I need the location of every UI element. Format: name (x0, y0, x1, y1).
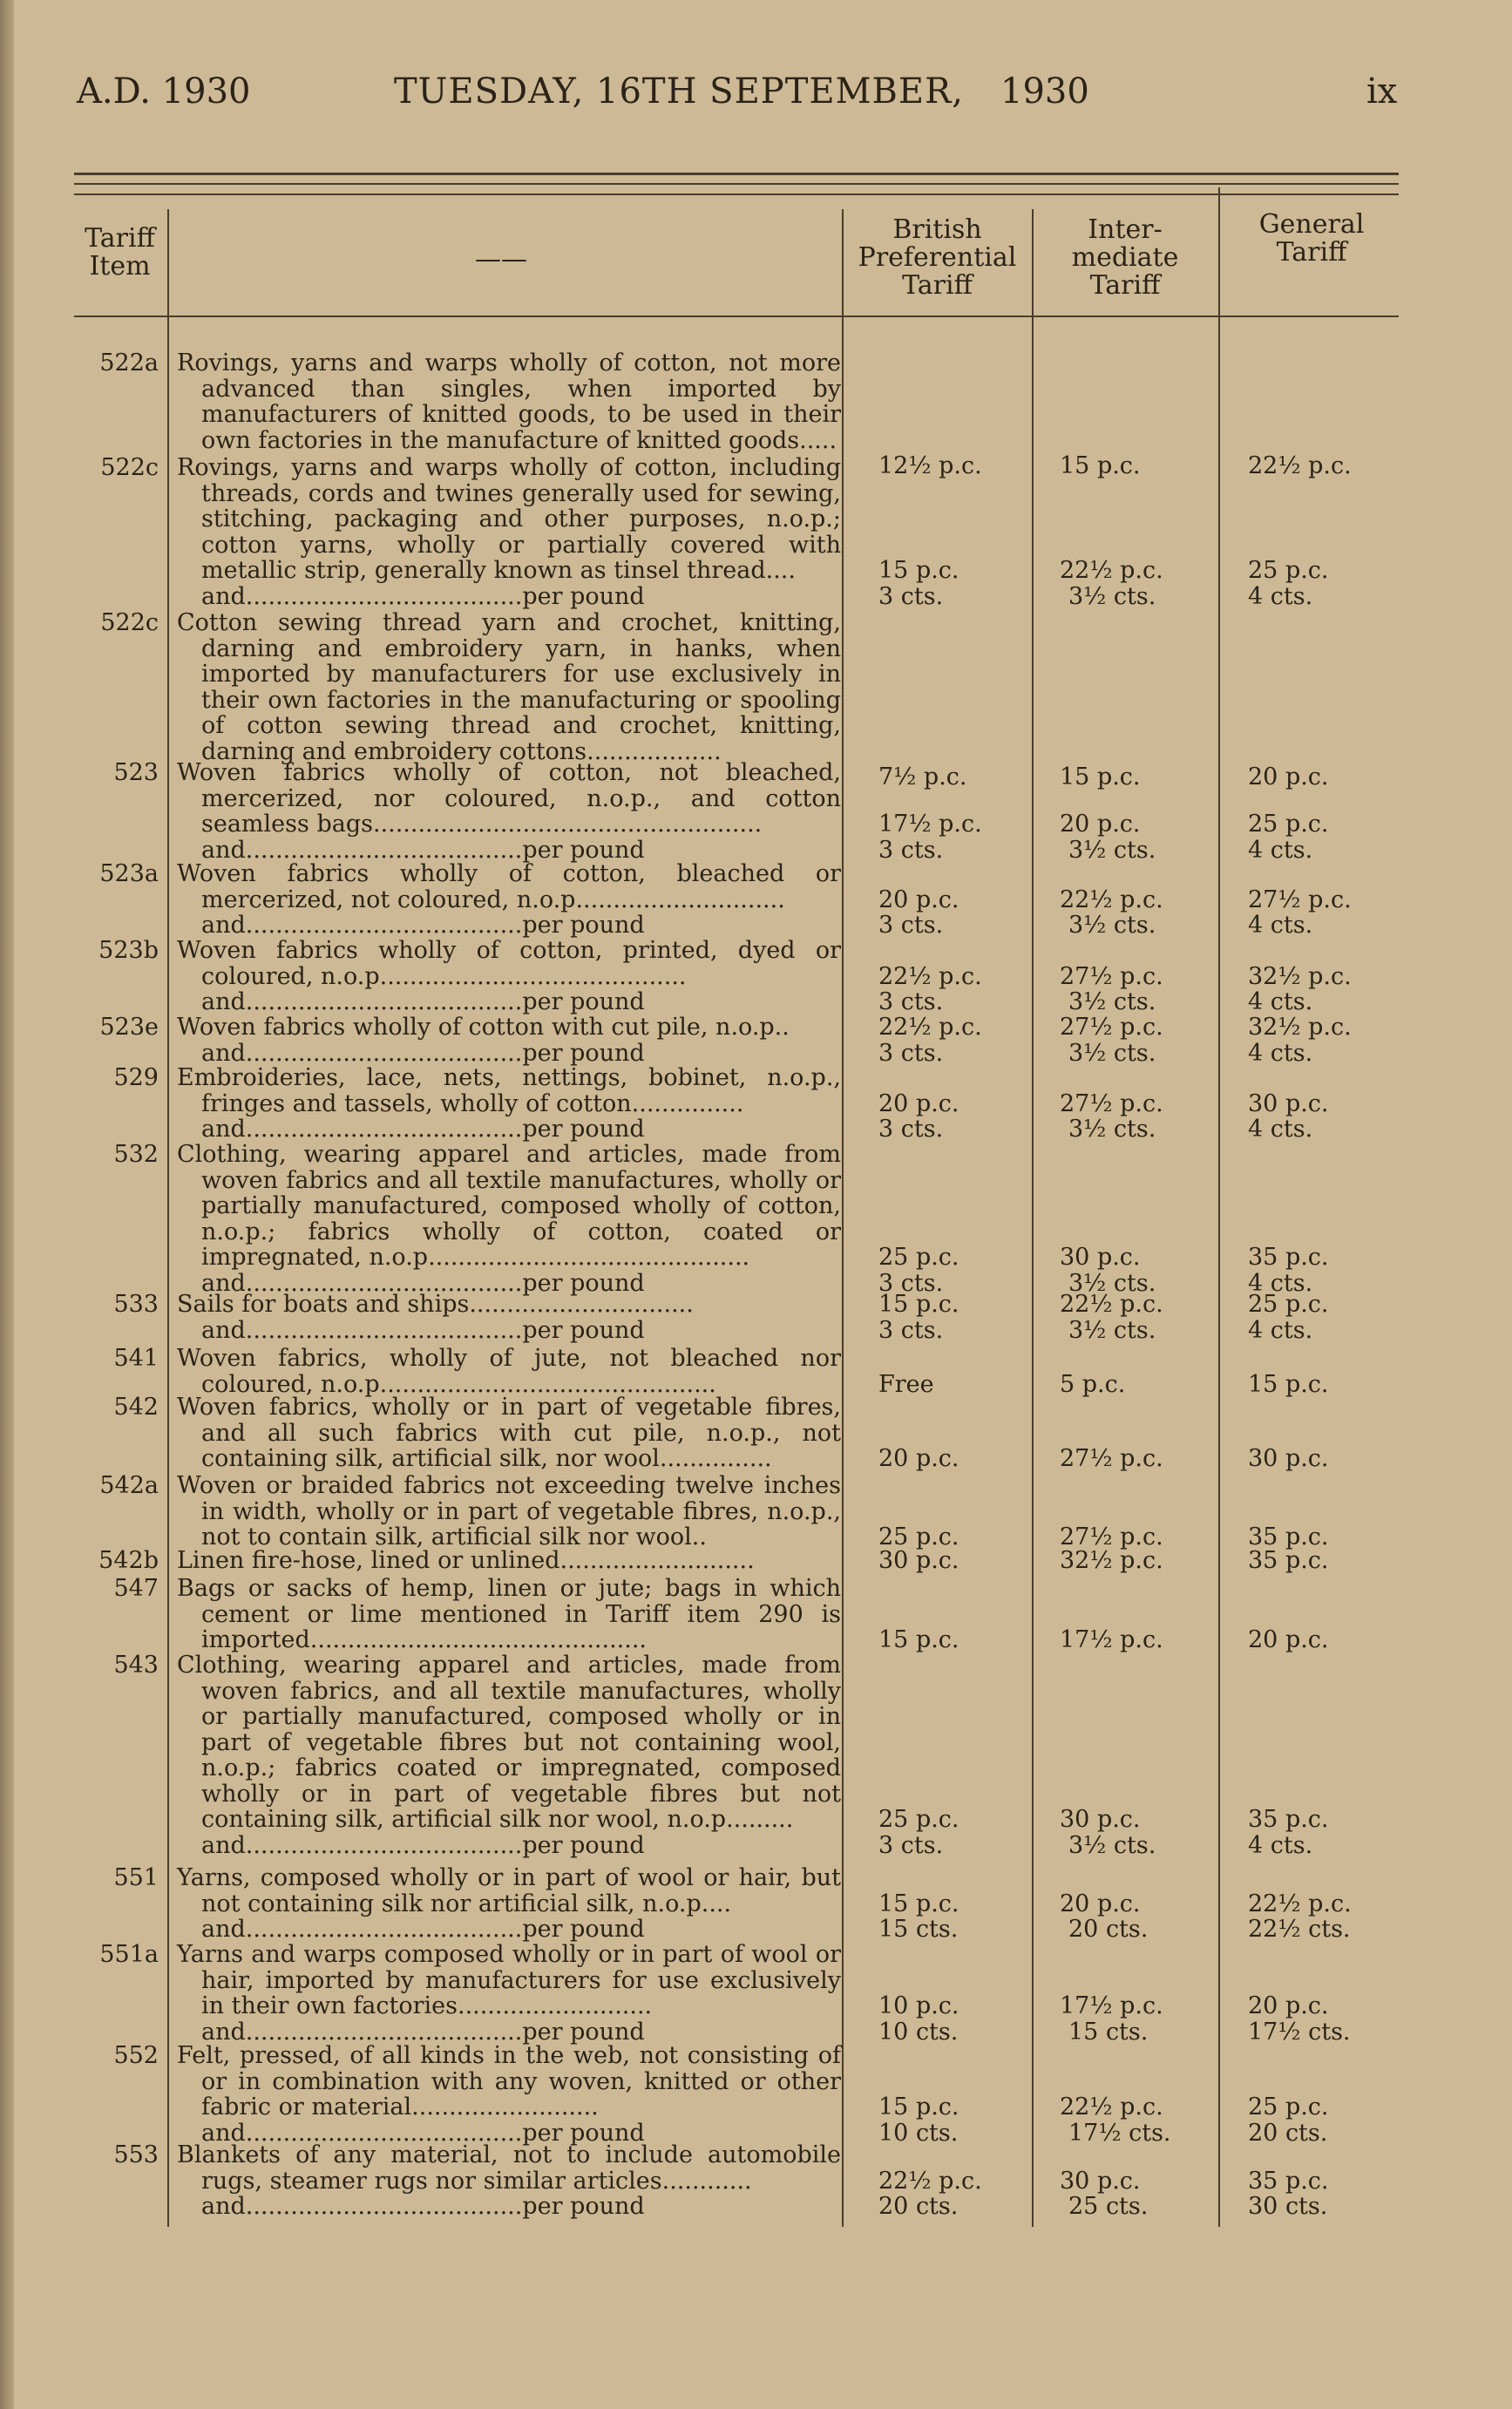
general-rate: 27½ p.c. (1248, 886, 1352, 913)
british-rate: 30 p.c. (878, 1547, 959, 1574)
tariff-item-description: Woven or braided fabrics not exceeding twelve inches in width, wholly or in part of vegetable fibres, n.o.p., not to contain silk, artificial silk nor wool.. (177, 1472, 841, 1551)
per-pound-line: and.....................................per pound (201, 2194, 645, 2220)
british-rate: 20 p.c. (878, 886, 959, 913)
general-rate-per-pound: 4 cts. (1248, 912, 1313, 939)
tariff-item-number: 522a (99, 349, 159, 377)
british-rate: 25 p.c. (878, 1244, 959, 1271)
tariff-item-description: Woven fabrics, wholly or in part of vegetable fibres, and all such fabrics with cut pile, n.o.p., not containing silk, artificial silk, nor wool............... (177, 1394, 841, 1472)
tariff-item-description: Yarns, composed wholly or in part of wool or hair, but not containing silk nor artificial silk, n.o.p.... and.....................................per pound (177, 1864, 841, 1943)
tariff-item-description: Linen fire-hose, lined or unlined.......................... (177, 1547, 755, 1574)
tariff-item-description: Blankets of any material, not to include automobile rugs, steamer rugs nor similar articles............ and.....................................per pound (177, 2141, 841, 2220)
british-rate: 25 p.c. (878, 1523, 959, 1551)
tariff-item-number: 543 (113, 1652, 159, 1679)
col-divider-1 (167, 209, 169, 2227)
general-rate-per-pound: 4 cts. (1248, 988, 1313, 1015)
general-rate-per-pound: 4 cts. (1248, 1269, 1313, 1297)
tariff-item-number: 551 (113, 1864, 159, 1891)
british-rate-per-pound: 3 cts. (878, 1039, 944, 1067)
intermediate-rate: 27½ p.c. (1060, 1014, 1163, 1041)
general-rate: 35 p.c. (1248, 1547, 1329, 1574)
intermediate-rate: 27½ p.c. (1060, 1523, 1163, 1551)
col-head-intermediate: Inter- mediate Tariff (1071, 214, 1179, 301)
intermediate-rate: 17½ p.c. (1060, 1626, 1163, 1653)
tariff-item-description: Felt, pressed, of all kinds in the web, not consisting of or in combination with any woven, knitted or other fabric or material......................... and.....................................per pound (177, 2042, 841, 2146)
intermediate-rate-per-pound: 3½ cts. (1068, 1831, 1156, 1859)
british-rate: 22½ p.c. (878, 1014, 982, 1041)
intermediate-rate: 22½ p.c. (1060, 1291, 1163, 1318)
intermediate-rate: 5 p.c. (1060, 1370, 1126, 1398)
per-pound-line: and.....................................per pound (201, 1040, 645, 1066)
general-rate: 25 p.c. (1248, 811, 1329, 838)
british-rate: 10 p.c. (878, 1992, 959, 2019)
british-rate-per-pound: 3 cts. (878, 1116, 944, 1143)
tariff-item-description: Woven fabrics wholly of cotton, not bleached, mercerized, nor coloured, n.o.p., and cotton seamless bags.................................................... and.....................................per pound (177, 759, 841, 863)
tariff-item-description: Rovings, yarns and warps wholly of cotton, not more advanced than singles, when imported by manufacturers of knitted goods, to be used in their own factories in the manufacture of knitted goods..... (177, 349, 841, 454)
tariff-item-number: 552 (113, 2042, 159, 2069)
top-rule-2 (74, 183, 1399, 185)
tariff-item-description: Woven fabrics wholly of cotton with cut pile, n.o.p.. and.....................................per pound (177, 1014, 841, 1066)
british-rate: 20 p.c. (878, 1445, 959, 1472)
general-rate: 25 p.c. (1248, 1291, 1329, 1318)
british-rate-per-pound: 10 cts. (878, 2018, 959, 2046)
per-pound-line: and.....................................per pound (201, 2019, 645, 2045)
general-rate: 20 p.c. (1248, 763, 1329, 791)
intermediate-rate-per-pound: 15 cts. (1068, 2018, 1149, 2046)
british-rate-per-pound: 3 cts. (878, 1316, 944, 1344)
tariff-item-number: 551a (99, 1941, 159, 1968)
british-rate: 20 p.c. (878, 1089, 959, 1117)
intermediate-rate-per-pound: 3½ cts. (1068, 988, 1156, 1015)
header-date: TUESDAY, 16TH SEPTEMBER, (394, 71, 964, 112)
top-rule (74, 173, 1399, 175)
tariff-item-description: Bags or sacks of hemp, linen or jute; bags in which cement or lime mentioned in Tariff item 290 is imported............................................. (177, 1575, 841, 1653)
general-rate: 35 p.c. (1248, 1806, 1329, 1833)
tariff-item-number: 541 (113, 1345, 159, 1372)
intermediate-rate: 30 p.c. (1060, 1244, 1141, 1271)
general-rate: 25 p.c. (1248, 557, 1329, 584)
general-rate-per-pound: 4 cts. (1248, 1116, 1313, 1143)
tariff-item-number: 529 (113, 1064, 159, 1091)
british-rate: 22½ p.c. (878, 2167, 982, 2195)
intermediate-rate: 30 p.c. (1060, 1806, 1141, 1833)
intermediate-rate-per-pound: 3½ cts. (1068, 912, 1156, 939)
british-rate-per-pound: 3 cts. (878, 1269, 944, 1297)
tariff-item-number: 532 (113, 1141, 159, 1168)
tariff-item-description: Woven fabrics, wholly of jute, not bleached nor coloured, n.o.p............................................. (177, 1345, 841, 1398)
tariff-item-description: Clothing, wearing apparel and articles, made from woven fabrics, and all textile manufactures, wholly or partially manufactured, composed wholly or in part of vegetable fibres but not containing wool, n.o.p.; fabrics coated or impregnated, composed wholly or in part of vegetable fibres but not containing silk, artificial silk nor wool, n.o.p......... and.....................................per pound (177, 1652, 841, 1858)
per-pound-line: and.....................................per pound (201, 1317, 645, 1343)
general-rate: 32½ p.c. (1248, 1014, 1352, 1041)
british-rate: 15 p.c. (878, 1626, 959, 1653)
intermediate-rate: 15 p.c. (1060, 452, 1141, 479)
british-rate: 15 p.c. (878, 1890, 959, 1917)
general-rate: 35 p.c. (1248, 1523, 1329, 1551)
intermediate-rate: 27½ p.c. (1060, 1089, 1163, 1117)
per-pound-line: and.....................................per pound (201, 2120, 645, 2146)
tariff-item-number: 547 (113, 1575, 159, 1602)
tariff-item-number: 523b (98, 937, 159, 964)
general-rate: 30 p.c. (1248, 1445, 1329, 1472)
general-rate: 25 p.c. (1248, 2093, 1329, 2121)
per-pound-line: and.....................................per pound (201, 583, 645, 609)
general-rate: 35 p.c. (1248, 1244, 1329, 1271)
intermediate-rate: 22½ p.c. (1060, 2093, 1163, 2121)
tariff-item-number: 523 (113, 759, 159, 786)
tariff-item-number: 542a (99, 1472, 159, 1499)
general-rate-per-pound: 4 cts. (1248, 582, 1313, 610)
general-rate: 22½ p.c. (1248, 452, 1352, 479)
per-pound-line: and.....................................per pound (201, 913, 645, 939)
page-number: ix (1366, 71, 1398, 112)
intermediate-rate-per-pound: 3½ cts. (1068, 582, 1156, 610)
per-pound-line: and.....................................per pound (201, 1832, 645, 1858)
intermediate-rate: 22½ p.c. (1060, 557, 1163, 584)
per-pound-line: and.....................................per pound (201, 1917, 645, 1943)
general-rate-per-pound: 20 cts. (1248, 2119, 1328, 2147)
tariff-item-description: Sails for boats and ships.............................. and.....................................per pound (177, 1292, 841, 1343)
tariff-item-number: 542b (98, 1547, 159, 1574)
general-rate-per-pound: 17½ cts. (1248, 2018, 1351, 2046)
tariff-item-description: Cotton sewing thread yarn and crochet, knitting, darning and embroidery yarn, in hanks, when imported by manufacturers for use exclusively in their own factories in the manufacturing or spooling of cotton sewing thread and crochet, knitting, darning and embroidery cottons.................. (177, 609, 841, 765)
intermediate-rate: 17½ p.c. (1060, 1992, 1163, 2019)
general-rate-per-pound: 30 cts. (1248, 2193, 1328, 2220)
tariff-item-number: 553 (113, 2141, 159, 2168)
intermediate-rate-per-pound: 3½ cts. (1068, 1316, 1156, 1344)
head-rule (74, 316, 1399, 317)
general-rate: 30 p.c. (1248, 1089, 1329, 1117)
general-rate-per-pound: 4 cts. (1248, 1039, 1313, 1067)
british-rate: 25 p.c. (878, 1806, 959, 1833)
tariff-item-description: Embroideries, lace, nets, nettings, bobinet, n.o.p., fringes and tassels, wholly of cotton............... and.....................................per pound (177, 1064, 841, 1143)
general-rate-per-pound: 4 cts. (1248, 1316, 1313, 1344)
british-rate: 15 p.c. (878, 1291, 959, 1318)
tariff-item-description: Woven fabrics wholly of cotton, bleached or mercerized, not coloured, n.o.p............................ and.....................................per pound (177, 860, 841, 939)
british-rate: 15 p.c. (878, 2093, 959, 2121)
binding-gutter (0, 0, 14, 2409)
tariff-item-number: 523a (99, 860, 159, 887)
general-rate: 20 p.c. (1248, 1992, 1329, 2019)
intermediate-rate: 15 p.c. (1060, 763, 1141, 791)
tariff-item-number: 533 (113, 1291, 159, 1318)
per-pound-line: and.....................................per pound (201, 837, 645, 863)
general-rate: 35 p.c. (1248, 2167, 1329, 2195)
intermediate-rate-per-pound: 17½ cts. (1068, 2119, 1171, 2147)
intermediate-rate-per-pound: 3½ cts. (1068, 1116, 1156, 1143)
tariff-item-description: Woven fabrics wholly of cotton, printed, dyed or coloured, n.o.p......................................... and.....................................per pound (177, 937, 841, 1015)
per-pound-line: and.....................................per pound (201, 1270, 645, 1296)
intermediate-rate-per-pound: 3½ cts. (1068, 836, 1156, 864)
british-rate-per-pound: 3 cts. (878, 988, 944, 1015)
british-rate: 22½ p.c. (878, 962, 982, 990)
intermediate-rate-per-pound: 3½ cts. (1068, 1039, 1156, 1067)
british-rate: Free (878, 1370, 934, 1398)
intermediate-rate: 20 p.c. (1060, 811, 1141, 838)
col-head-british: British Preferential Tariff (858, 214, 1017, 301)
general-rate: 22½ p.c. (1248, 1890, 1352, 1917)
col-divider-2 (842, 209, 844, 2227)
intermediate-rate: 20 p.c. (1060, 1890, 1141, 1917)
intermediate-rate: 27½ p.c. (1060, 1445, 1163, 1472)
british-rate: 15 p.c. (878, 557, 959, 584)
tariff-item-description: Rovings, yarns and warps wholly of cotton, including threads, cords and twines generally used for sewing, stitching, packaging and other purposes, n.o.p.; cotton yarns, wholly or partially covered with metallic strip, generally known as tinsel thread.... and.....................................per pound (177, 454, 841, 609)
british-rate-per-pound: 20 cts. (878, 2193, 959, 2220)
british-rate-per-pound: 10 cts. (878, 2119, 959, 2147)
header-left: A.D. 1930 (77, 71, 251, 112)
header-year: 1930 (1000, 71, 1089, 112)
british-rate: 12½ p.c. (878, 452, 982, 479)
per-pound-line: and.....................................per pound (201, 989, 645, 1015)
tariff-item-number: 523e (99, 1014, 159, 1041)
tariff-item-description: Clothing, wearing apparel and articles, made from woven fabrics and all textile manufactures, wholly or partially manufactured, composed wholly of cotton, n.o.p.; fabrics wholly of cotton, coated or impregnated, n.o.p........................................... and.....................................per pound (177, 1141, 841, 1296)
british-rate-per-pound: 3 cts. (878, 1831, 944, 1859)
col-head-general: General Tariff (1258, 209, 1365, 268)
general-rate: 15 p.c. (1248, 1370, 1329, 1398)
intermediate-rate: 27½ p.c. (1060, 962, 1163, 990)
intermediate-rate: 22½ p.c. (1060, 886, 1163, 913)
british-rate: 17½ p.c. (878, 811, 982, 838)
general-rate: 20 p.c. (1248, 1626, 1329, 1653)
tariff-item-number: 522c (100, 609, 159, 636)
top-rule-3 (74, 193, 1399, 195)
general-rate: 32½ p.c. (1248, 962, 1352, 990)
intermediate-rate-per-pound: 20 cts. (1068, 1916, 1149, 1943)
col-head-item: Tariff Item (85, 223, 155, 282)
tariff-item-number: 542 (113, 1394, 159, 1421)
tariff-item-number: 522c (100, 454, 159, 481)
intermediate-rate-per-pound: 25 cts. (1068, 2193, 1149, 2220)
general-rate-per-pound: 4 cts. (1248, 836, 1313, 864)
general-rate-per-pound: 22½ cts. (1248, 1916, 1351, 1943)
british-rate: 7½ p.c. (878, 763, 967, 791)
tariff-item-description: Yarns and warps composed wholly or in part of wool or hair, imported by manufacturers for use exclusively in their own factories.......................... and.....................................per pound (177, 1941, 841, 2045)
intermediate-rate: 30 p.c. (1060, 2167, 1141, 2195)
intermediate-rate: 32½ p.c. (1060, 1547, 1163, 1574)
col-head-desc: —— (475, 244, 527, 275)
british-rate-per-pound: 15 cts. (878, 1916, 959, 1943)
british-rate-per-pound: 3 cts. (878, 836, 944, 864)
intermediate-rate-per-pound: 3½ cts. (1068, 1269, 1156, 1297)
british-rate-per-pound: 3 cts. (878, 582, 944, 610)
per-pound-line: and.....................................per pound (201, 1116, 645, 1143)
general-rate-per-pound: 4 cts. (1248, 1831, 1313, 1859)
british-rate-per-pound: 3 cts. (878, 912, 944, 939)
